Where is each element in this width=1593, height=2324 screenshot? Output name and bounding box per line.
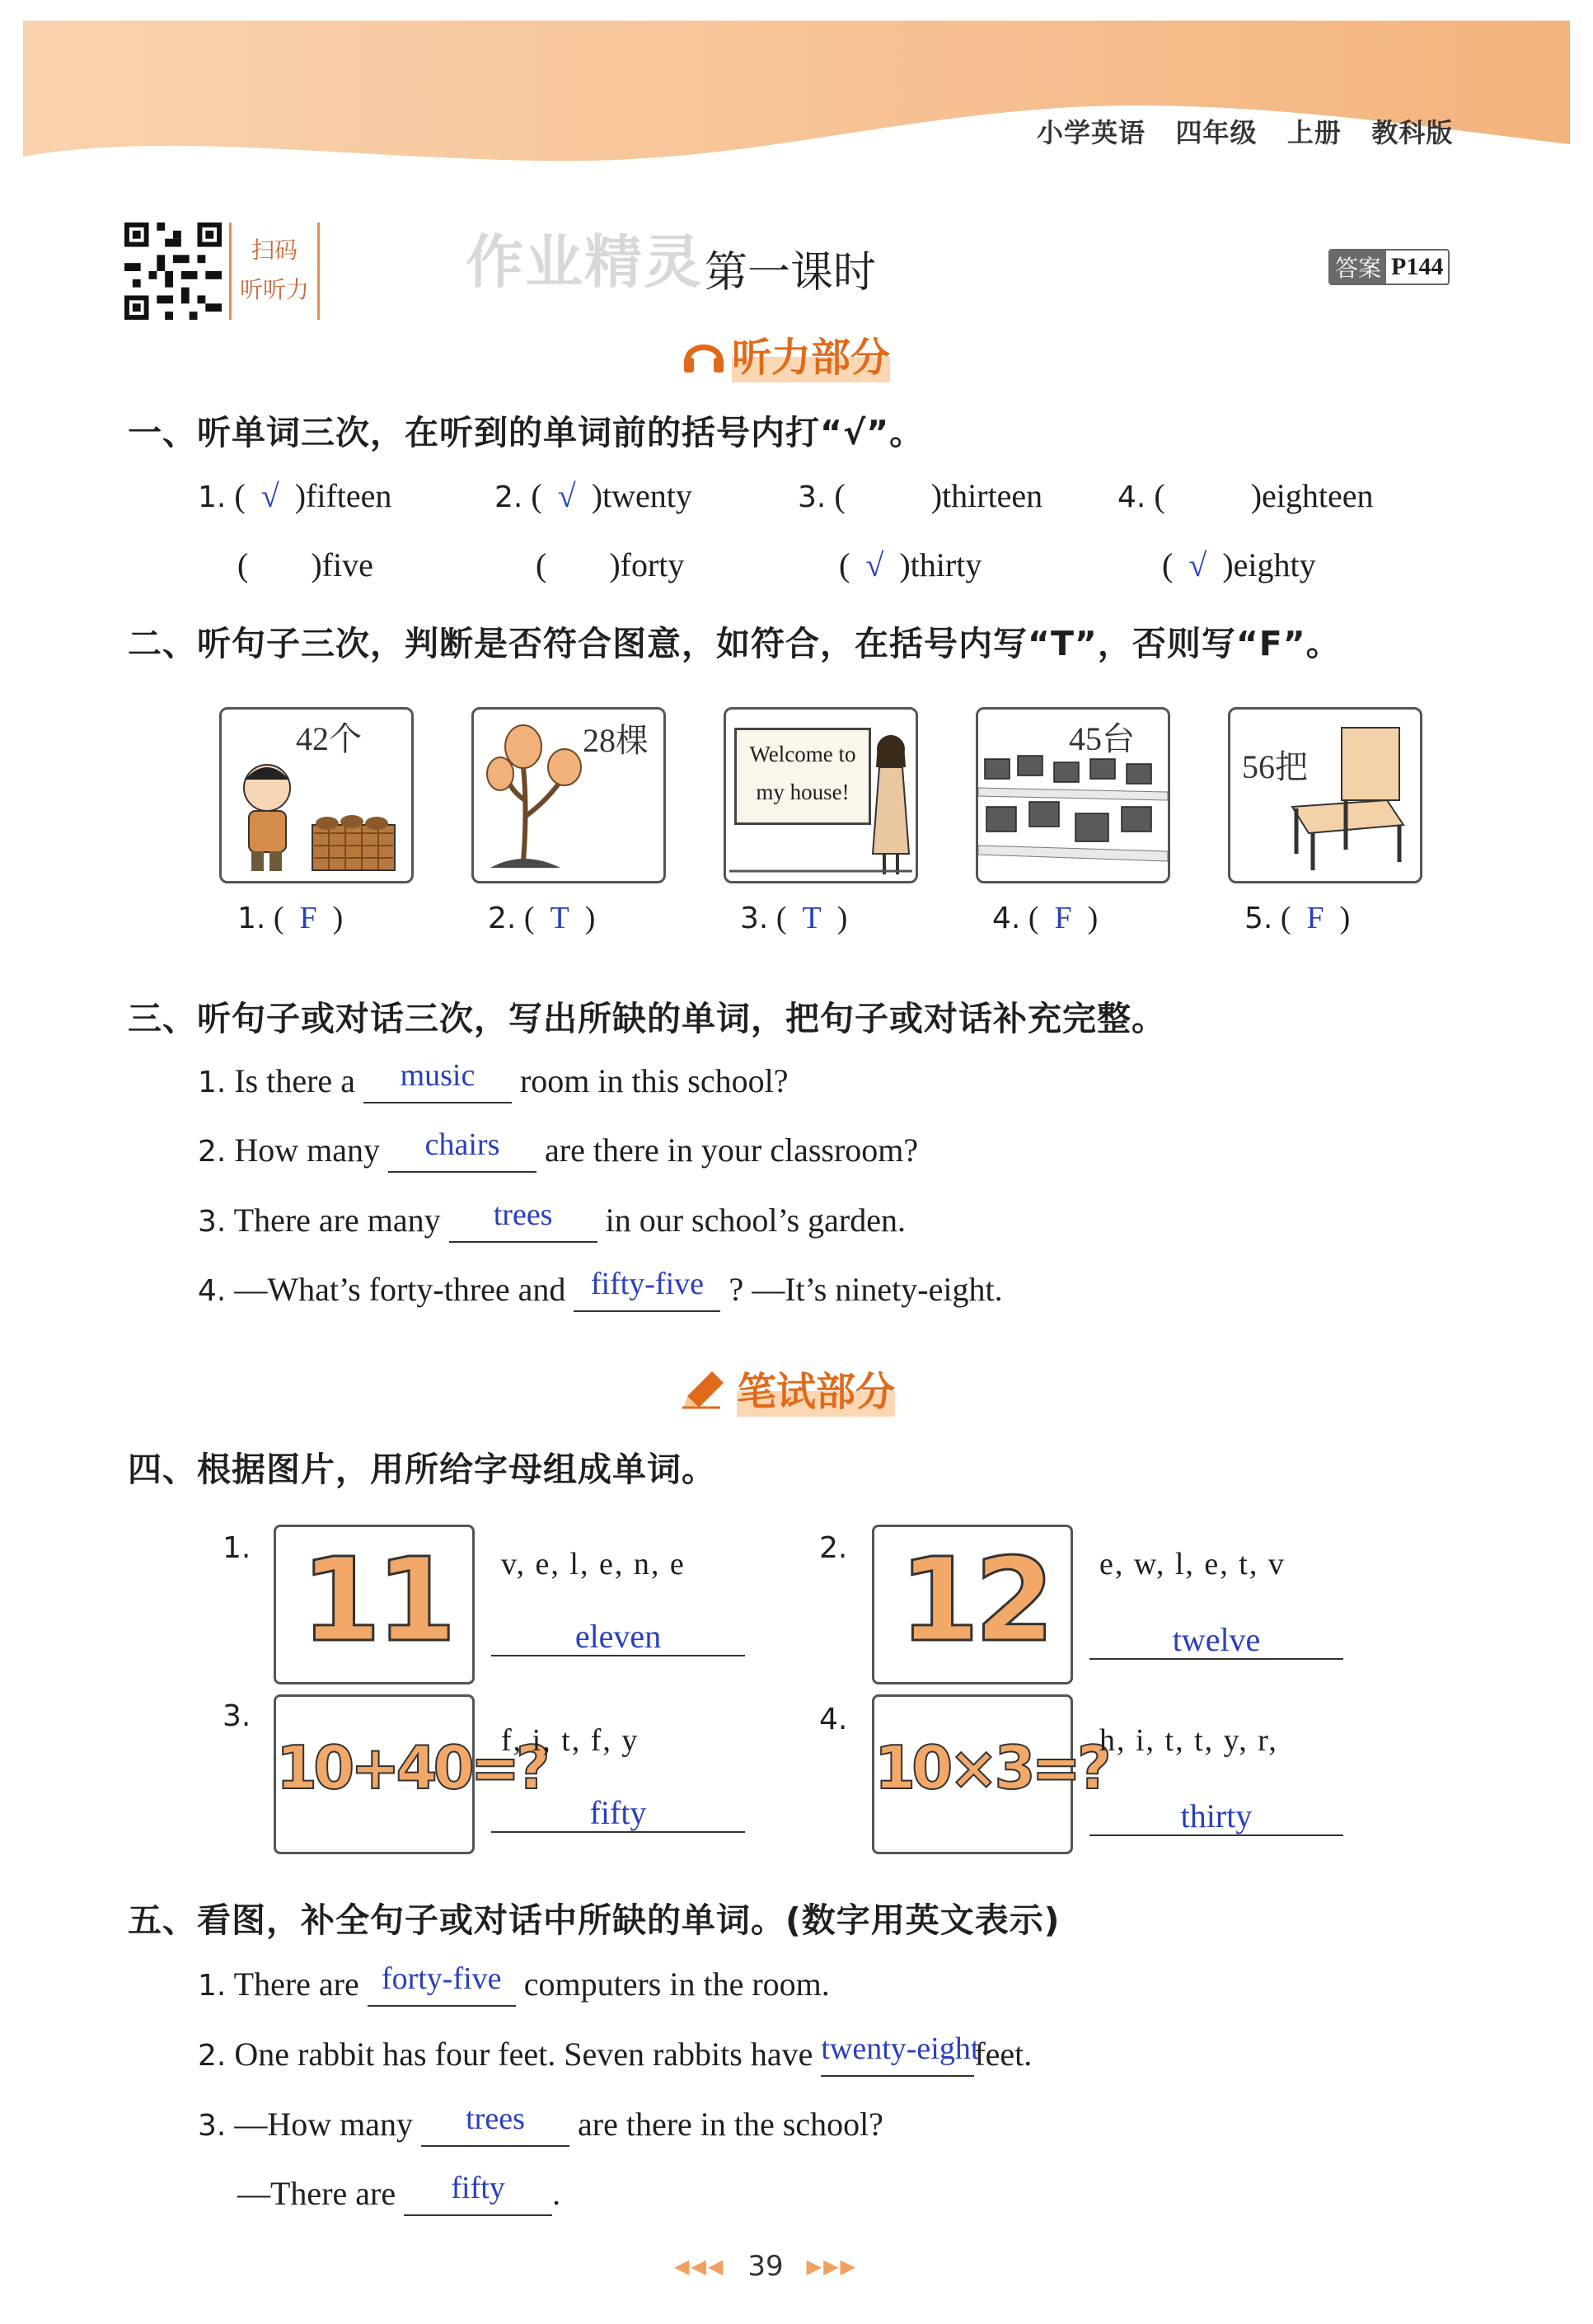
word: five [321,546,373,583]
answer-line-3[interactable]: fifty [491,1793,745,1833]
group-number: 1. [198,480,227,514]
sentence-end: feet. [974,2036,1033,2073]
item-number: 3. [198,2109,227,2143]
computer-room-illustration [978,710,1168,881]
answer-line-1[interactable]: eleven [491,1617,745,1656]
judge-item-3: 3. ( T ) [740,901,848,935]
answer-text: fifty [451,2171,505,2205]
number-picture-3 [274,1694,546,1854]
scan-label-line1: 扫码 [251,237,298,264]
header-band [0,0,1593,181]
answer-text: chairs [424,1127,500,1162]
letters-1: v, e, l, e, n, e [501,1547,686,1581]
word: thirty [910,546,982,583]
picture-label: 42个 [296,720,362,757]
section3-item-1 [198,1058,789,1102]
section1-group-1: 1. ( √ )fifteen [198,477,392,514]
section3-item-2 [198,1127,919,1171]
boy-illustration [222,710,411,881]
picture-boy-with-baskets [219,707,414,883]
item-number: 1. [198,1066,227,1099]
word: eighteen [1262,477,1374,514]
watermark-logo: 作业精灵 [466,228,703,296]
answer-blank[interactable] [388,1127,536,1173]
number-picture-2 [872,1525,1073,1684]
answer-text: trees [493,1197,553,1232]
item-number: 1. [198,1969,227,2003]
sentence-start: How many [234,1132,380,1169]
answer-text: fifty-five [590,1267,705,1301]
answer-blank[interactable] [574,1267,720,1312]
answer-label: 答案 [1330,249,1386,285]
check-mark[interactable]: √ [865,546,884,583]
tree-illustration [474,710,663,881]
pencil-icon [682,1368,730,1409]
sentence-start: One rabbit has four feet. Seven rabbits have [234,2036,813,2073]
answer-text: trees [466,2101,525,2136]
sentence-start: —What’s forty-three and [234,1271,566,1308]
big-number: 12 [899,1534,1050,1668]
section4-number-1: 1. [223,1531,251,1565]
next-arrows-icon: ▶▶▶ [806,2255,858,2278]
sentence-end: in our school’s garden. [605,1202,906,1239]
header-subject: 小学英语 [1037,117,1146,148]
section4-title: 四、根据图片，用所给字母组成单词。 [128,1450,716,1489]
prev-arrows-icon: ◀◀◀ [674,2255,725,2278]
check-mark[interactable]: √ [557,477,576,514]
judge-answer[interactable]: T [802,901,822,935]
judge-item-1: 1. ( F ) [237,901,344,935]
number-picture-4 [872,1694,1108,1854]
section1-group-4: 4. ( )eighteen [1117,477,1374,514]
sentence-end: ? —It’s ninety-eight. [729,1271,1003,1308]
answer-line-4[interactable]: thirty [1089,1797,1343,1836]
sentence-start: —How many [234,2106,413,2143]
answer-blank[interactable] [421,2101,569,2147]
word: fifteen [306,477,392,514]
picture-label: 56把 [1242,748,1308,785]
judge-answer[interactable]: F [1054,901,1072,935]
answer-blank[interactable] [821,2031,980,2077]
answer-blank[interactable] [368,1961,516,2007]
sentence-end: computers in the room. [523,1966,830,2003]
item-number: 3. [198,1205,227,1239]
answer-blank[interactable] [449,1197,597,1243]
picture-welcome-board [724,707,918,883]
item-number: 2. [198,1135,227,1169]
writing-heading-text: 笔试部分 [737,1360,895,1417]
section5-item-2 [198,2031,1033,2075]
judge-number: 2. [488,902,517,935]
word: thirteen [942,477,1043,514]
teacher-illustration [726,710,916,881]
section5-item-3-reply [237,2171,561,2214]
sentence-start: —There are [237,2175,396,2212]
section3-item-4 [198,1267,1003,1310]
word: twenty [602,477,692,514]
answer-text: forty-five [381,1961,502,1996]
sentence-end: . [552,2175,561,2212]
judge-item-5: 5. ( F ) [1244,901,1351,935]
section3-item-3 [198,1197,906,1241]
letters-2: e, w, l, e, t, v [1099,1547,1286,1581]
answer-page: P144 [1391,253,1444,280]
group-number: 2. [494,480,523,514]
header-grade: 四年级 [1175,117,1258,148]
lesson-title: 第一课时 [705,248,877,298]
picture-tree [471,707,666,883]
header-edition: 教科版 [1371,117,1454,148]
big-number: 11 [301,1534,452,1668]
page-number: 39 [747,2250,784,2283]
sentence-end: are there in the school? [578,2106,883,2143]
group-number: 3. [798,480,827,514]
section4-number-2: 2. [819,1531,848,1565]
answer-text: twenty-eight [821,2031,980,2066]
answer-blank[interactable] [363,1058,512,1103]
judge-item-4: 4. ( F ) [992,901,1099,935]
answer-tag [1328,249,1450,285]
section2-title: 二、听句子三次，判断是否符合图意，如符合，在括号内写“T”，否则写“F”。 [128,624,1341,663]
picture-label: 28棵 [583,722,649,759]
sentence-start: There are many [233,1202,441,1239]
section5-title: 五、看图，补全句子或对话中所缺的单词。(数字用英文表示) [128,1900,1061,1940]
judge-number: 4. [992,902,1021,935]
picture-label: 45台 [1069,720,1135,757]
section1-group-4b: ( √ )eighty [1162,546,1316,583]
judge-item-2: 2. ( T ) [488,901,596,935]
section1-title: 一、听单词三次，在听到的单词前的括号内打“√”。 [128,413,925,452]
item-number: 4. [198,1274,227,1308]
judge-answer[interactable]: F [1306,901,1324,935]
sentence-end: are there in your classroom? [545,1132,919,1169]
section4-number-4: 4. [819,1703,848,1736]
check-mark[interactable]: √ [1188,546,1207,583]
group-number: 4. [1117,480,1146,514]
check-mark[interactable]: √ [260,477,279,514]
listening-heading-text: 听力部分 [732,326,890,382]
sentence-start: There are [233,1966,359,2003]
word: forty [620,546,685,583]
section5-item-3 [198,2101,883,2145]
chair-illustration [1230,710,1420,881]
welcome-text: Welcome to my house! [749,742,856,804]
judge-number: 1. [237,902,266,935]
header-series [1037,112,1453,150]
word: eighty [1233,546,1316,583]
picture-chair [1228,707,1422,883]
section1-group-2: 2. ( √ )twenty [494,477,692,514]
section3-title: 三、听句子或对话三次，写出所缺的单词，把句子或对话补充完整。 [128,999,1166,1038]
equation: 10+40=? [276,1733,546,1802]
letters-3: f, i, t, f, y [501,1723,640,1758]
header-volume: 上册 [1286,117,1342,148]
judge-answer[interactable]: T [550,901,569,935]
writing-heading [682,1360,895,1417]
sentence-end: room in this school? [519,1062,789,1099]
scan-label-line2: 听听力 [239,276,309,303]
headphones-icon [682,335,725,374]
picture-computers [976,707,1170,883]
answer-text: music [400,1058,476,1093]
number-picture-1 [274,1525,475,1684]
equation: 10×3=? [874,1733,1108,1802]
scan-label [229,223,320,320]
letters-4: h, i, t, t, y, r, [1099,1723,1278,1758]
item-number: 2. [198,2039,227,2073]
judge-answer[interactable]: F [299,901,317,935]
qr-code-icon[interactable] [124,223,223,320]
section1-group-3: 3. ( )thirteen [798,477,1043,514]
section1-group-1b: ( )five [237,546,373,583]
section4-number-3: 3. [223,1699,251,1733]
footer-nav [674,2250,857,2283]
judge-number: 3. [740,902,769,935]
section1-group-2b: ( )forty [536,546,685,583]
section1-group-3b: ( √ )thirty [839,546,982,583]
sentence-start: Is there a [234,1062,355,1099]
listening-heading [682,326,890,382]
judge-number: 5. [1244,902,1273,935]
answer-blank[interactable] [404,2171,552,2216]
section5-item-1 [198,1961,830,2005]
answer-line-2[interactable]: twelve [1089,1620,1343,1660]
